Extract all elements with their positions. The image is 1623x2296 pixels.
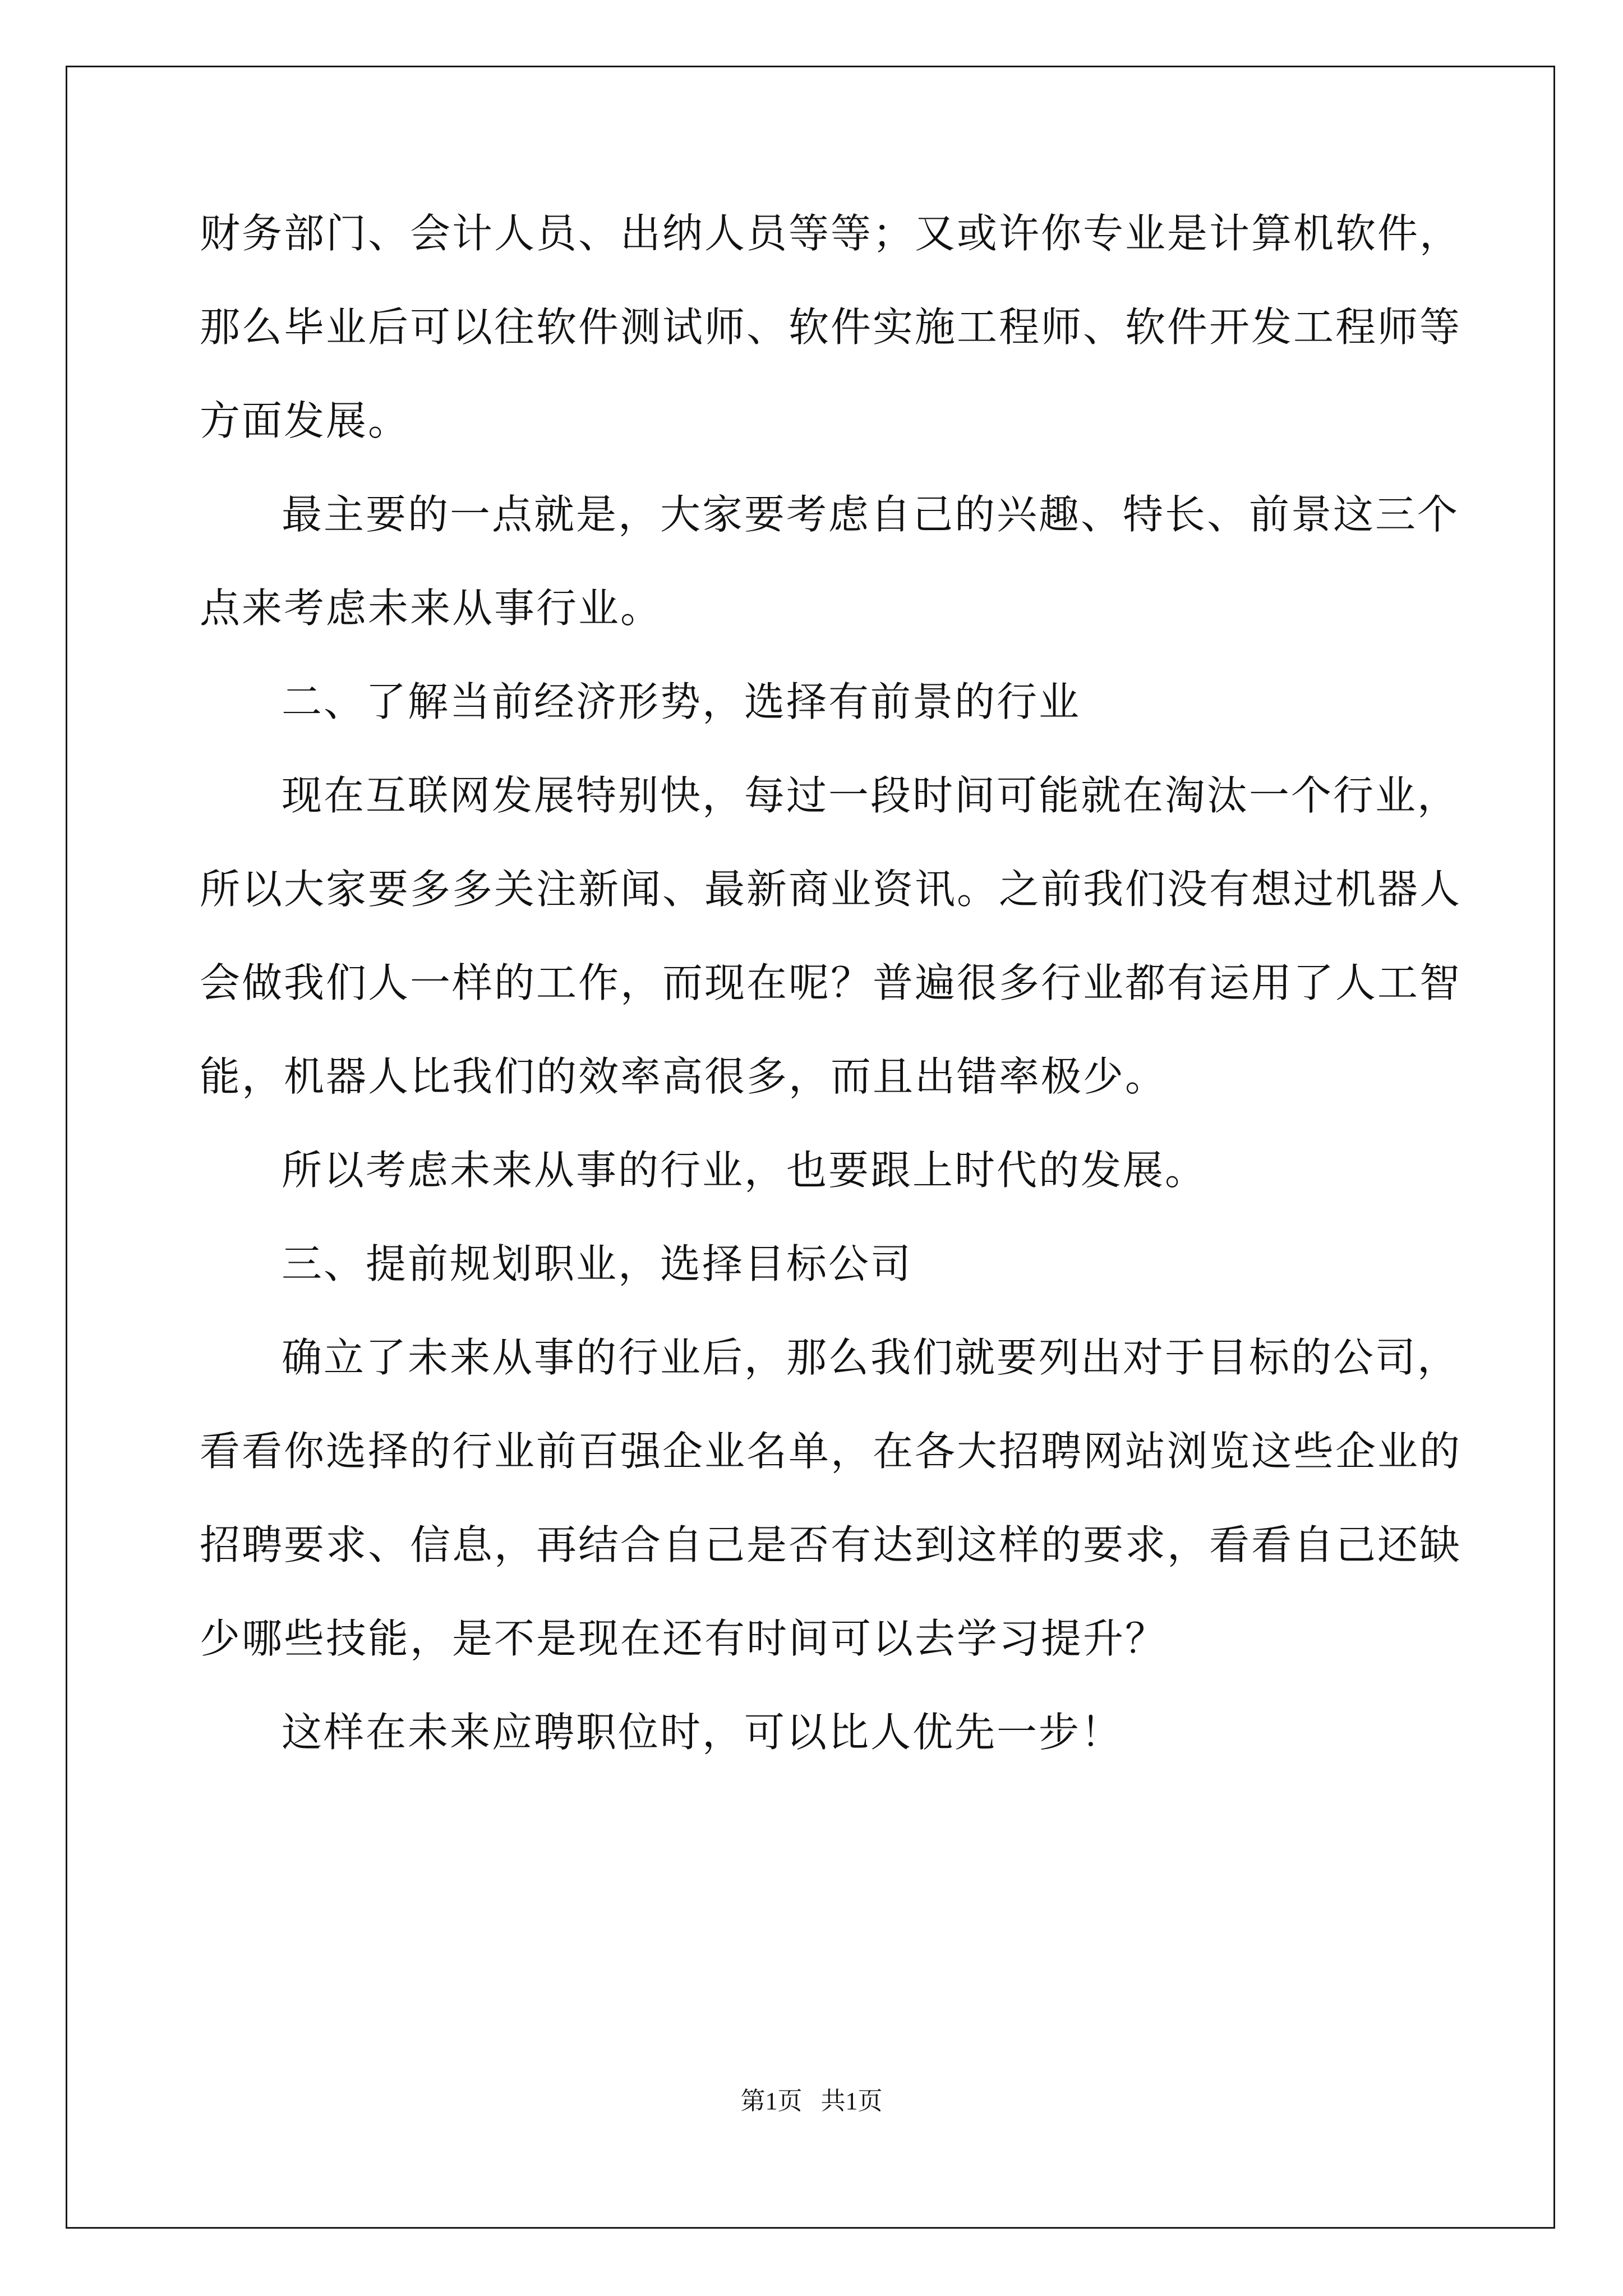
text-line-3: 方面发展。	[200, 397, 411, 444]
text-line-5: 点来考虑未来从事行业。	[200, 585, 663, 632]
section-heading-3: 三、提前规划职业，选择目标公司	[282, 1240, 913, 1287]
text-line-11: 所以考虑未来从事的行业，也要跟上时代的发展。	[282, 1147, 1207, 1194]
document-body	[200, 210, 1462, 1756]
text-line-4: 最主要的一点就是，大家要考虑自己的兴趣、特长、前景这三个	[282, 491, 1460, 538]
text-line-16: 少哪些技能，是不是现在还有时间可以去学习提升？	[200, 1615, 1168, 1662]
text-line-17: 这样在未来应聘职位时，可以比人优先一步！	[282, 1709, 1123, 1756]
text-line-1: 财务部门、会计人员、出纳人员等等；又或许你专业是计算机软件，	[200, 210, 1462, 257]
text-line-14: 看看你选择的行业前百强企业名单，在各大招聘网站浏览这些企业的	[200, 1428, 1462, 1475]
text-line-8: 所以大家要多多关注新闻、最新商业资讯。之前我们没有想过机器人	[200, 866, 1462, 913]
text-line-9: 会做我们人一样的工作，而现在呢？普遍很多行业都有运用了人工智	[200, 959, 1462, 1006]
text-line-2: 那么毕业后可以往软件测试师、软件实施工程师、软件开发工程师等	[200, 303, 1462, 351]
text-line-7: 现在互联网发展特别快，每过一段时间可能就在淘汰一个行业，	[282, 772, 1460, 819]
text-line-10: 能，机器人比我们的效率高很多，而且出错率极少。	[200, 1053, 1168, 1100]
section-heading-2: 二、了解当前经济形势，选择有前景的行业	[282, 678, 1081, 725]
page-number-footer: 第1页 共1页	[740, 2087, 883, 2115]
text-line-15: 招聘要求、信息，再结合自己是否有达到这样的要求，看看自己还缺	[200, 1521, 1462, 1568]
text-line-13: 确立了未来从事的行业后，那么我们就要列出对于目标的公司，	[282, 1334, 1460, 1381]
